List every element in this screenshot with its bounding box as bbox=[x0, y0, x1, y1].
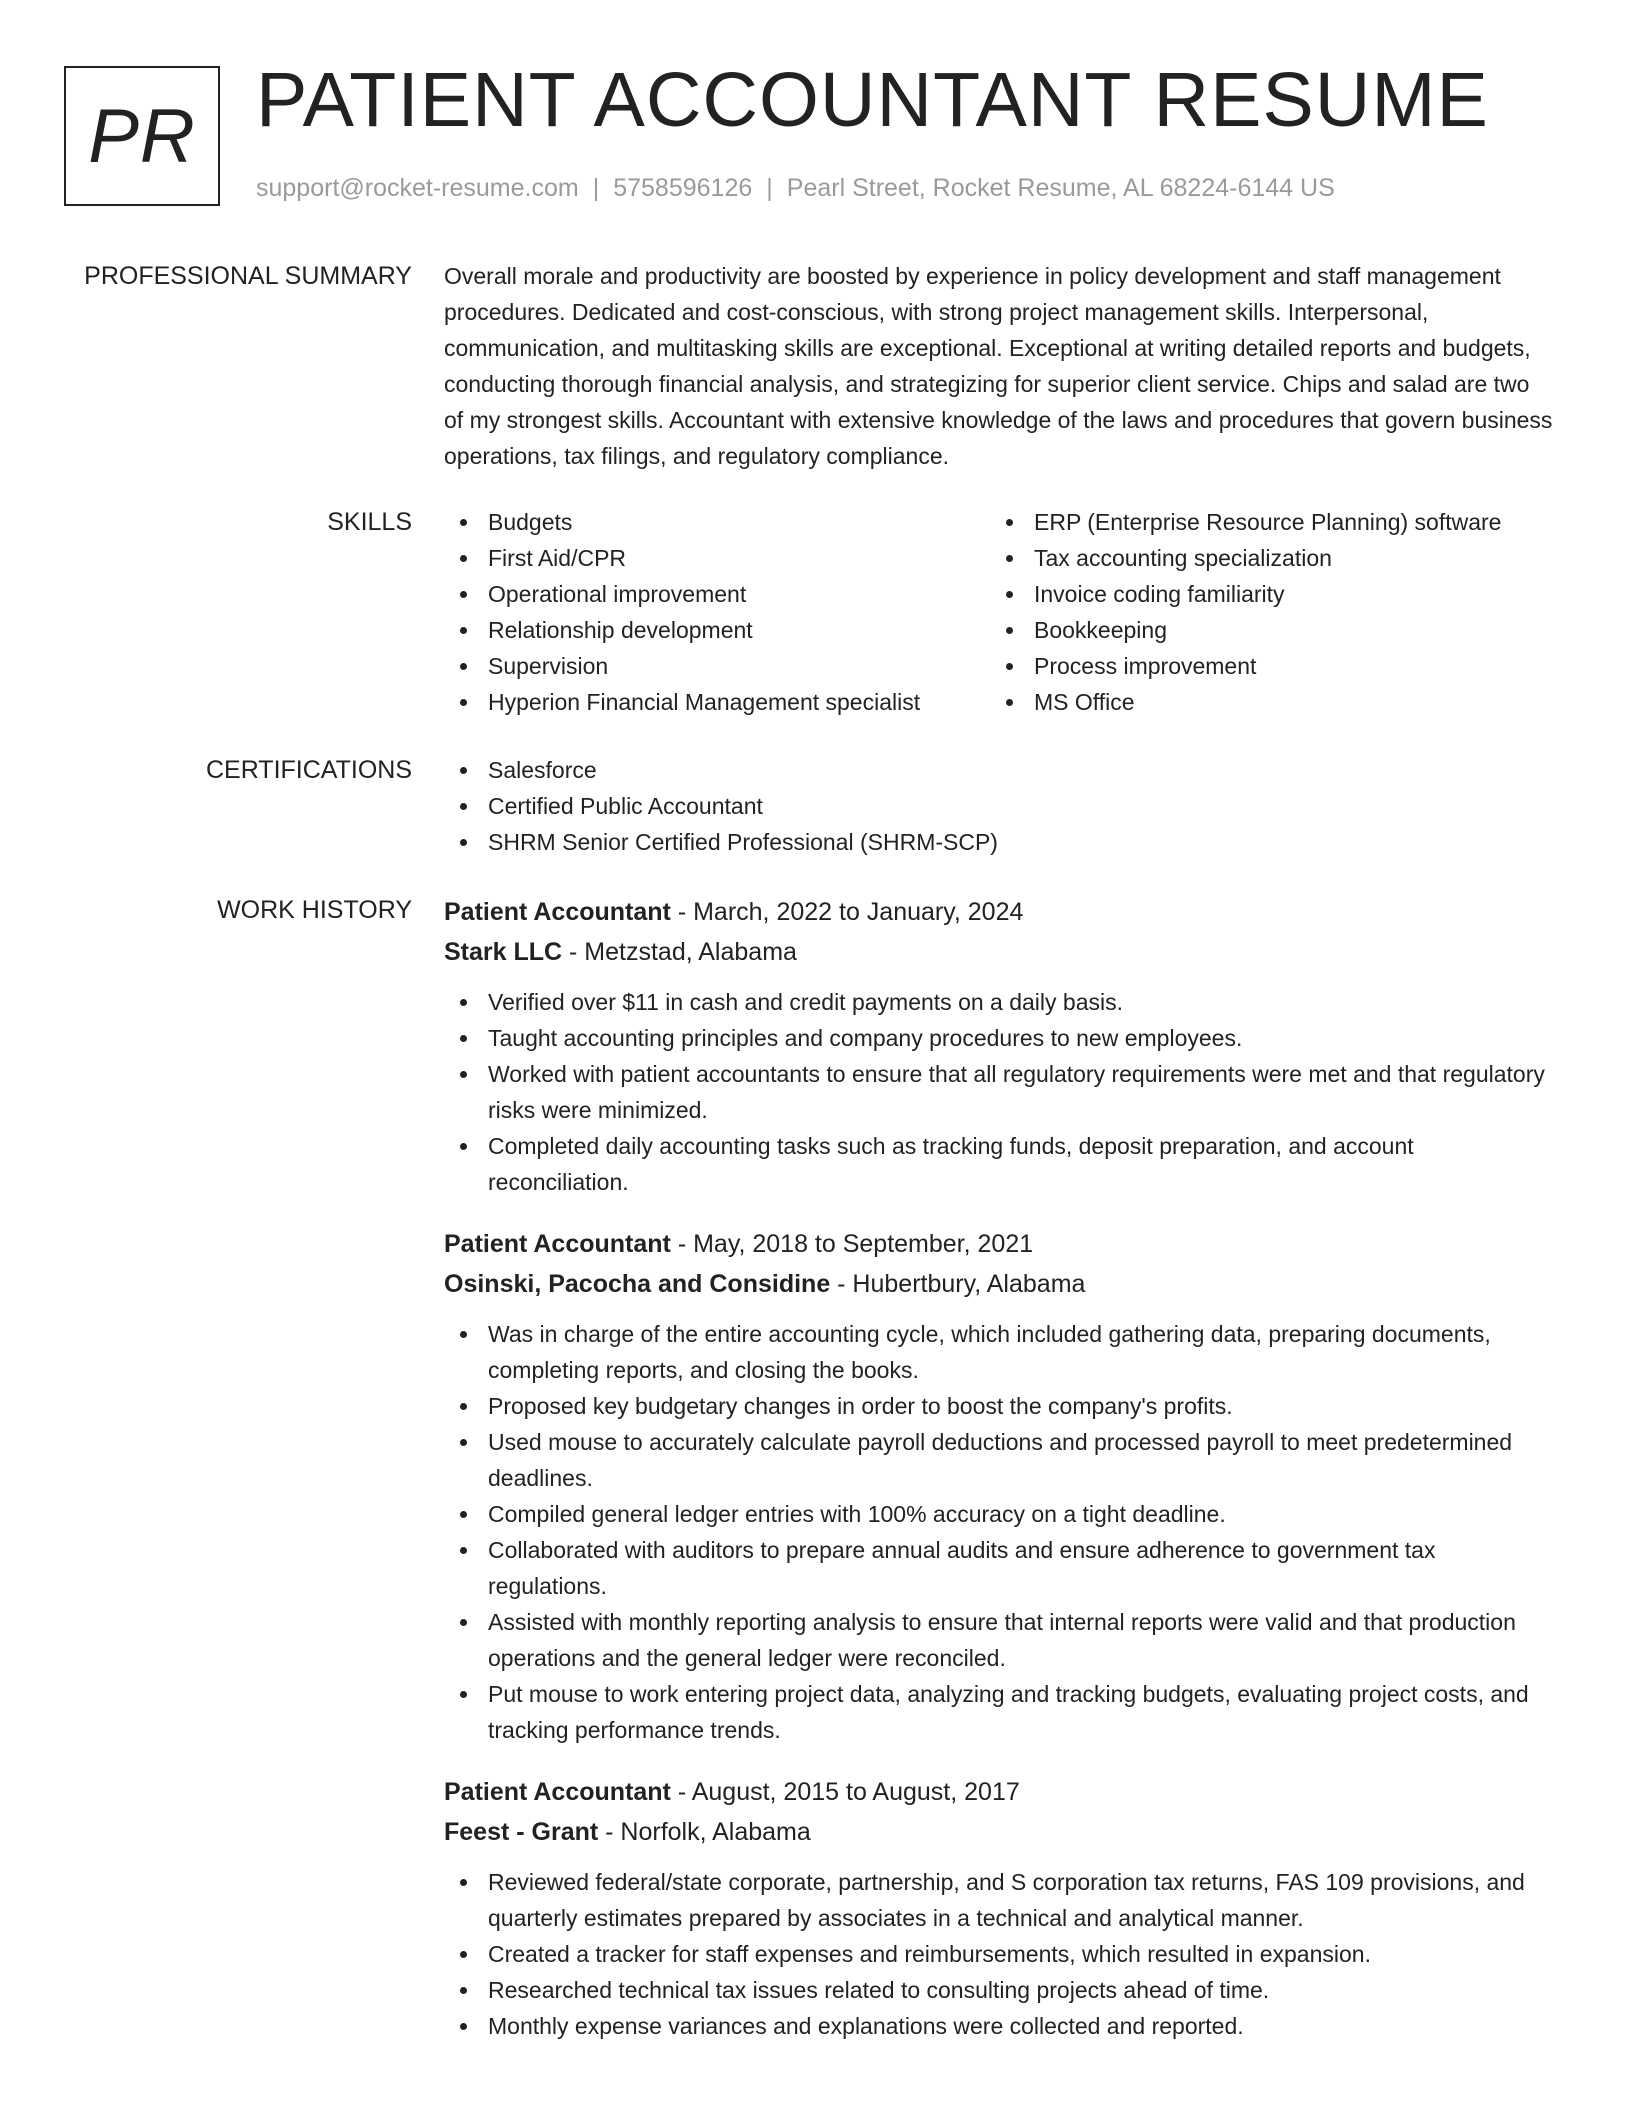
contact-email: support@rocket-resume.com bbox=[256, 174, 579, 202]
job-dates: - May, 2018 to September, 2021 bbox=[670, 1230, 1034, 1258]
certifications-heading: CERTIFICATIONS bbox=[205, 756, 412, 784]
contact-phone: 5758596126 bbox=[613, 174, 753, 202]
job-duty: Used mouse to accurately calculate payroll deductions and processed payroll to meet predetermined deadlines. bbox=[444, 1424, 1554, 1496]
summary-text: Overall morale and productivity are boosted by experience in policy development and staff management procedures. Dedicated and cost-conscious, with strong project management skills. Interpersonal, communication, and multitasking skills are exceptional. Exceptional at writing detailed reports and budgets, conducting thorough financial analysis, and strategizing for superior client service. Chips and salad are two of my strongest skills. Accountant with extensive knowledge of the laws and procedures that govern business operations, tax filings, and regulatory compliance. bbox=[444, 263, 1553, 469]
job-duty: Assisted with monthly reporting analysis to ensure that internal reports were valid and that production operations and the general ledger were reconciled. bbox=[444, 1604, 1554, 1676]
skill-item: Hyperion Financial Management specialist bbox=[444, 684, 990, 720]
skill-item: ERP (Enterprise Resource Planning) software bbox=[990, 504, 1550, 540]
job-entry bbox=[444, 892, 1554, 1200]
skills-heading: SKILLS bbox=[327, 508, 412, 536]
contact-line bbox=[256, 174, 1335, 203]
certification-item: Certified Public Accountant bbox=[444, 788, 1554, 824]
skill-item: Invoice coding familiarity bbox=[990, 576, 1550, 612]
job-company: Osinski, Pacocha and Considine bbox=[444, 1270, 831, 1298]
skill-item: MS Office bbox=[990, 684, 1550, 720]
job-title: Patient Accountant bbox=[444, 1230, 671, 1258]
job-dates: - March, 2022 to January, 2024 bbox=[670, 898, 1024, 926]
job-duty: Worked with patient accountants to ensure that all regulatory requirements were met and that regulatory risks were minimized. bbox=[444, 1056, 1554, 1128]
job-duties bbox=[444, 984, 1554, 1200]
certifications-list bbox=[444, 752, 1554, 860]
job-title-line bbox=[444, 1224, 1554, 1264]
job-duty: Was in charge of the entire accounting cycle, which included gathering data, preparing documents, completing reports, and closing the books. bbox=[444, 1316, 1554, 1388]
job-duty: Proposed key budgetary changes in order to boost the company's profits. bbox=[444, 1388, 1554, 1424]
skill-item: First Aid/CPR bbox=[444, 540, 990, 576]
job-duty: Reviewed federal/state corporate, partnership, and S corporation tax returns, FAS 109 provisions, and quarterly estimates prepared by associates in a technical and analytical manner. bbox=[444, 1864, 1554, 1936]
skill-item: Bookkeeping bbox=[990, 612, 1550, 648]
job-duty: Monthly expense variances and explanations were collected and reported. bbox=[444, 2008, 1554, 2044]
job-duty: Compiled general ledger entries with 100% accuracy on a tight deadline. bbox=[444, 1496, 1554, 1532]
job-duties bbox=[444, 1864, 1554, 2044]
skill-item: Relationship development bbox=[444, 612, 990, 648]
monogram-logo bbox=[64, 66, 220, 206]
contact-separator: | bbox=[766, 174, 773, 202]
skill-item: Tax accounting specialization bbox=[990, 540, 1550, 576]
job-location: - Hubertbury, Alabama bbox=[830, 1270, 1086, 1298]
job-duty: Verified over $11 in cash and credit payments on a daily basis. bbox=[444, 984, 1554, 1020]
job-duty: Taught accounting principles and company procedures to new employees. bbox=[444, 1020, 1554, 1056]
job-location: - Norfolk, Alabama bbox=[598, 1818, 811, 1846]
job-title-line bbox=[444, 892, 1554, 932]
job-company: Feest - Grant bbox=[444, 1818, 599, 1846]
job-location: - Metzstad, Alabama bbox=[562, 938, 797, 966]
job-entry bbox=[444, 1224, 1554, 1748]
job-title: Patient Accountant bbox=[444, 898, 671, 926]
job-duty: Put mouse to work entering project data, analyzing and tracking budgets, evaluating project costs, and tracking performance trends. bbox=[444, 1676, 1554, 1748]
work-history-heading: WORK HISTORY bbox=[217, 896, 412, 924]
contact-address: Pearl Street, Rocket Resume, AL 68224-6144 US bbox=[786, 174, 1335, 202]
skill-item: Process improvement bbox=[990, 648, 1550, 684]
job-dates: - August, 2015 to August, 2017 bbox=[670, 1778, 1020, 1806]
job-company-line bbox=[444, 1812, 1554, 1852]
monogram-initials: PR bbox=[88, 93, 196, 179]
skills-body bbox=[444, 504, 1554, 720]
skill-item: Budgets bbox=[444, 504, 990, 540]
skill-item: Operational improvement bbox=[444, 576, 990, 612]
job-duty: Collaborated with auditors to prepare annual audits and ensure adherence to government tax regulations. bbox=[444, 1532, 1554, 1604]
summary-heading: PROFESSIONAL SUMMARY bbox=[84, 262, 412, 290]
certification-item: SHRM Senior Certified Professional (SHRM-SCP) bbox=[444, 824, 1554, 860]
summary-body bbox=[444, 258, 1554, 474]
job-title-line bbox=[444, 1772, 1554, 1812]
job-duty: Completed daily accounting tasks such as tracking funds, deposit preparation, and account reconciliation. bbox=[444, 1128, 1554, 1200]
skill-item: Supervision bbox=[444, 648, 990, 684]
certifications-body bbox=[444, 752, 1554, 860]
job-duties bbox=[444, 1316, 1554, 1748]
job-company-line bbox=[444, 1264, 1554, 1304]
job-duty: Researched technical tax issues related to consulting projects ahead of time. bbox=[444, 1972, 1554, 2008]
job-company: Stark LLC bbox=[444, 938, 563, 966]
skills-column-2 bbox=[990, 504, 1550, 720]
resume-title: PATIENT ACCOUNTANT RESUME bbox=[256, 57, 1489, 143]
work-history-body bbox=[444, 892, 1554, 2068]
job-company-line bbox=[444, 932, 1554, 972]
job-duty: Created a tracker for staff expenses and reimbursements, which resulted in expansion. bbox=[444, 1936, 1554, 1972]
certification-item: Salesforce bbox=[444, 752, 1554, 788]
contact-separator: | bbox=[592, 174, 600, 202]
job-title: Patient Accountant bbox=[444, 1778, 671, 1806]
job-entry bbox=[444, 1772, 1554, 2044]
skills-column-1 bbox=[444, 504, 990, 720]
